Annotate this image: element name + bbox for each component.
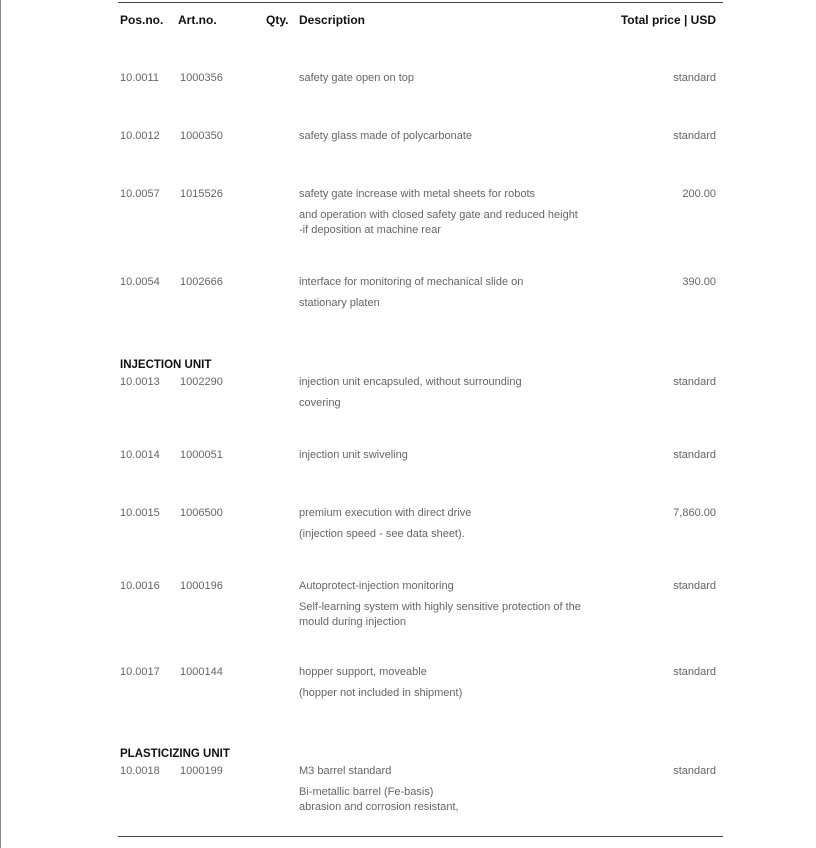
price: standard (673, 580, 716, 592)
description: Autoprotect-injection monitoring (299, 580, 454, 592)
top-rule (118, 2, 723, 3)
header-total-price: Total price | USD (620, 13, 716, 27)
header-description: Description (299, 13, 366, 27)
pos-no: 10.0015 (120, 507, 160, 519)
bottom-rule (118, 836, 723, 837)
pos-no: 10.0018 (120, 765, 160, 777)
description: M3 barrel standard (299, 765, 392, 777)
description-detail: Bi-metallic barrel (Fe-basis) abrasion and corrosion resistant, (299, 786, 459, 813)
description: safety glass made of polycarbonate (299, 130, 473, 142)
art-no: 1015526 (180, 188, 223, 200)
description: injection unit encapsuled, without surrounding (299, 376, 522, 388)
price: standard (673, 130, 716, 142)
section-heading-plasticizing-unit: PLASTICIZING UNIT (120, 748, 230, 760)
pos-no: 10.0012 (120, 130, 160, 142)
art-no: 1000356 (180, 72, 223, 84)
price: 7,860.00 (673, 507, 716, 519)
pos-no: 10.0054 (120, 276, 160, 288)
price: standard (673, 449, 716, 461)
description: hopper support, moveable (299, 666, 427, 678)
header-pos-no: Pos.no. (120, 13, 164, 27)
pos-no: 10.0014 (120, 449, 160, 461)
art-no: 1000051 (180, 449, 223, 461)
art-no: 1002290 (180, 376, 223, 388)
price: standard (673, 666, 716, 678)
price: 390.00 (682, 276, 716, 288)
art-no: 1000196 (180, 580, 223, 592)
pos-no: 10.0016 (120, 580, 160, 592)
header-qty: Qty. (266, 13, 289, 27)
description: safety gate open on top (299, 72, 414, 84)
price: 200.00 (682, 188, 716, 200)
price: standard (673, 376, 716, 388)
art-no: 1000144 (180, 666, 223, 678)
pos-no: 10.0017 (120, 666, 160, 678)
section-heading-injection-unit: INJECTION UNIT (120, 359, 212, 371)
price: standard (673, 72, 716, 84)
description: interface for monitoring of mechanical slide on (299, 276, 524, 288)
price: standard (673, 765, 716, 777)
description-detail: Self-learning system with highly sensitive protection of the mould during injection (299, 601, 581, 628)
art-no: 1002666 (180, 276, 223, 288)
pos-no: 10.0011 (120, 72, 159, 84)
header-art-no: Art.no. (178, 13, 217, 27)
description-detail: and operation with closed safety gate and reduced height -if deposition at machine rear (299, 209, 578, 236)
description-detail: (hopper not included in shipment) (299, 687, 463, 699)
pos-no: 10.0057 (120, 188, 160, 200)
description: safety gate increase with metal sheets for robots (299, 188, 536, 200)
description-detail: (injection speed - see data sheet). (299, 528, 465, 540)
page-left-border (0, 0, 1, 848)
art-no: 1000350 (180, 130, 223, 142)
art-no: 1006500 (180, 507, 223, 519)
description-detail: stationary platen (299, 297, 380, 309)
description-detail: covering (299, 397, 341, 409)
art-no: 1000199 (180, 765, 223, 777)
description: injection unit swiveling (299, 449, 408, 461)
description: premium execution with direct drive (299, 507, 472, 519)
pos-no: 10.0013 (120, 376, 160, 388)
